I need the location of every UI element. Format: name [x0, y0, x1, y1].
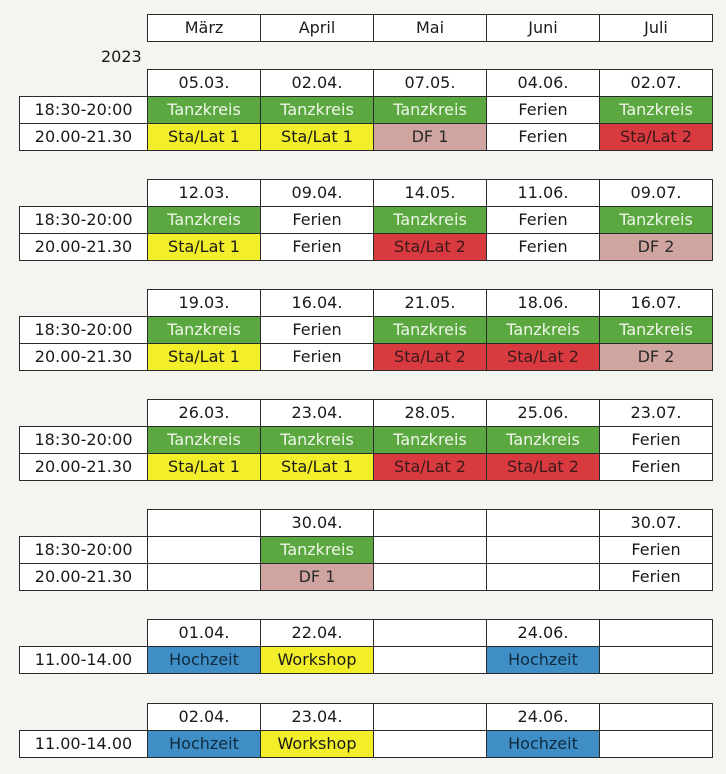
- event-cell: Tanzkreis: [373, 206, 487, 234]
- event-cell: Ferien: [599, 563, 713, 591]
- event-cell: Tanzkreis: [147, 316, 261, 344]
- event-cell: Ferien: [486, 233, 600, 261]
- event-cell: [147, 563, 261, 591]
- event-cell: Sta/Lat 2: [373, 233, 487, 261]
- event-cell: Sta/Lat 1: [147, 233, 261, 261]
- date-cell: 09.07.: [599, 179, 713, 207]
- event-cell: Tanzkreis: [147, 96, 261, 124]
- date-cell: 23.04.: [260, 703, 374, 731]
- date-cell: 14.05.: [373, 179, 487, 207]
- time-label: 11.00-14.00: [19, 646, 148, 674]
- time-label: 11.00-14.00: [19, 730, 148, 758]
- event-cell: Ferien: [486, 206, 600, 234]
- time-label: 18:30-20:00: [19, 536, 148, 564]
- event-cell: [373, 646, 487, 674]
- event-cell: Ferien: [486, 123, 600, 151]
- date-cell: 19.03.: [147, 289, 261, 317]
- event-cell: [373, 563, 487, 591]
- month-header: Juli: [599, 14, 713, 42]
- event-cell: Sta/Lat 1: [260, 453, 374, 481]
- event-cell: Sta/Lat 2: [373, 453, 487, 481]
- date-cell: [599, 703, 713, 731]
- event-cell: Tanzkreis: [260, 96, 374, 124]
- event-cell: Tanzkreis: [599, 96, 713, 124]
- month-header: März: [147, 14, 261, 42]
- event-cell: Workshop: [260, 646, 374, 674]
- event-cell: Sta/Lat 2: [373, 343, 487, 371]
- event-cell: DF 1: [373, 123, 487, 151]
- date-cell: 12.03.: [147, 179, 261, 207]
- date-cell: 25.06.: [486, 399, 600, 427]
- event-cell: Tanzkreis: [147, 426, 261, 454]
- time-label: 18:30-20:00: [19, 96, 148, 124]
- date-cell: 24.06.: [486, 619, 600, 647]
- date-cell: 30.07.: [599, 509, 713, 537]
- date-cell: 01.04.: [147, 619, 261, 647]
- event-cell: Workshop: [260, 730, 374, 758]
- event-cell: Ferien: [486, 96, 600, 124]
- event-cell: Ferien: [260, 343, 374, 371]
- month-header: Juni: [486, 14, 600, 42]
- date-cell: [486, 509, 600, 537]
- event-cell: [373, 536, 487, 564]
- event-cell: Hochzeit: [147, 730, 261, 758]
- time-label: 20.00-21.30: [19, 563, 148, 591]
- event-cell: Ferien: [260, 316, 374, 344]
- date-cell: 23.04.: [260, 399, 374, 427]
- event-cell: Hochzeit: [486, 646, 600, 674]
- event-cell: DF 1: [260, 563, 374, 591]
- time-label: 20.00-21.30: [19, 453, 148, 481]
- event-cell: Ferien: [599, 453, 713, 481]
- event-cell: Tanzkreis: [260, 536, 374, 564]
- event-cell: [486, 563, 600, 591]
- date-cell: 04.06.: [486, 69, 600, 97]
- date-cell: [147, 509, 261, 537]
- event-cell: Sta/Lat 2: [486, 343, 600, 371]
- date-cell: 11.06.: [486, 179, 600, 207]
- date-cell: 02.07.: [599, 69, 713, 97]
- time-label: 18:30-20:00: [19, 206, 148, 234]
- event-cell: Hochzeit: [147, 646, 261, 674]
- event-cell: Sta/Lat 1: [147, 343, 261, 371]
- event-cell: Sta/Lat 2: [599, 123, 713, 151]
- date-cell: [373, 619, 487, 647]
- event-cell: Tanzkreis: [599, 316, 713, 344]
- event-cell: Tanzkreis: [486, 426, 600, 454]
- date-cell: [373, 509, 487, 537]
- date-cell: 18.06.: [486, 289, 600, 317]
- date-cell: [599, 619, 713, 647]
- time-label: 20.00-21.30: [19, 343, 148, 371]
- event-cell: Ferien: [260, 233, 374, 261]
- event-cell: Tanzkreis: [486, 316, 600, 344]
- date-cell: 07.05.: [373, 69, 487, 97]
- event-cell: Sta/Lat 1: [147, 123, 261, 151]
- date-cell: 09.04.: [260, 179, 374, 207]
- date-cell: 26.03.: [147, 399, 261, 427]
- event-cell: [486, 536, 600, 564]
- month-header: April: [260, 14, 374, 42]
- event-cell: Ferien: [599, 536, 713, 564]
- event-cell: Sta/Lat 1: [260, 123, 374, 151]
- event-cell: [599, 730, 713, 758]
- event-cell: Sta/Lat 1: [147, 453, 261, 481]
- event-cell: Sta/Lat 2: [486, 453, 600, 481]
- time-label: 20.00-21.30: [19, 233, 148, 261]
- date-cell: 23.07.: [599, 399, 713, 427]
- date-cell: 22.04.: [260, 619, 374, 647]
- time-label: 18:30-20:00: [19, 316, 148, 344]
- event-cell: Ferien: [260, 206, 374, 234]
- event-cell: Ferien: [599, 426, 713, 454]
- date-cell: 16.07.: [599, 289, 713, 317]
- month-header: Mai: [373, 14, 487, 42]
- event-cell: Hochzeit: [486, 730, 600, 758]
- time-label: 18:30-20:00: [19, 426, 148, 454]
- date-cell: [373, 703, 487, 731]
- event-cell: [373, 730, 487, 758]
- event-cell: DF 2: [599, 233, 713, 261]
- date-cell: 21.05.: [373, 289, 487, 317]
- year-label: 2023: [101, 47, 142, 66]
- time-label: 20.00-21.30: [19, 123, 148, 151]
- event-cell: Tanzkreis: [373, 316, 487, 344]
- event-cell: Tanzkreis: [373, 426, 487, 454]
- event-cell: Tanzkreis: [599, 206, 713, 234]
- date-cell: 28.05.: [373, 399, 487, 427]
- date-cell: 02.04.: [260, 69, 374, 97]
- event-cell: [599, 646, 713, 674]
- event-cell: DF 2: [599, 343, 713, 371]
- event-cell: [147, 536, 261, 564]
- event-cell: Tanzkreis: [373, 96, 487, 124]
- date-cell: 16.04.: [260, 289, 374, 317]
- event-cell: Tanzkreis: [147, 206, 261, 234]
- date-cell: 02.04.: [147, 703, 261, 731]
- event-cell: Tanzkreis: [260, 426, 374, 454]
- date-cell: 05.03.: [147, 69, 261, 97]
- date-cell: 24.06.: [486, 703, 600, 731]
- date-cell: 30.04.: [260, 509, 374, 537]
